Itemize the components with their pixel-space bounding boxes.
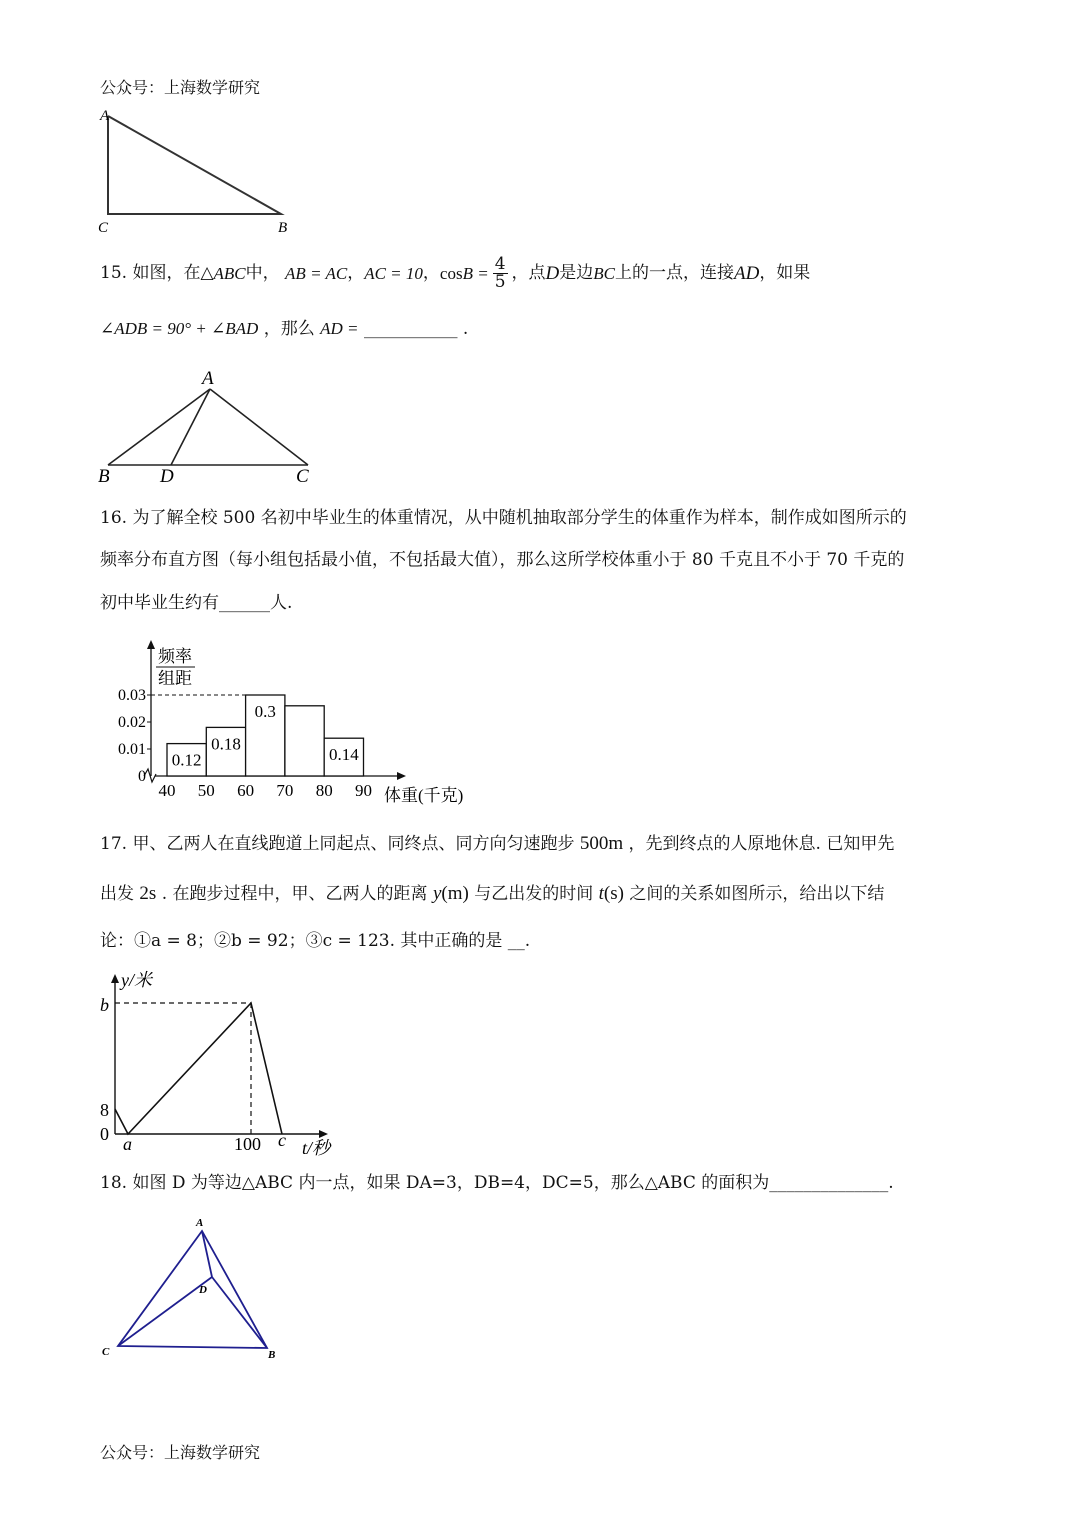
q17-line2-d: 与乙出发的时间 <box>474 884 594 904</box>
q15-intro: 如图，在△ <box>132 262 214 283</box>
question-16-line2: 频率分布直方图（每小组包括最小值，不包括最大值），那么这所学校体重小于 80 千克且不小于 70 千克的 <box>100 550 905 570</box>
question-16-line1: 16. 为了解全校 500 名初中毕业生的体重情况，从中随机抽取部分学生的体重作为样本，制作成如图所示的 <box>100 508 907 528</box>
histogram-bar <box>285 706 324 776</box>
y-label-bottom: 组距 <box>158 669 192 688</box>
label-a: a <box>123 1134 132 1154</box>
q15-fraction <box>493 253 508 292</box>
x-tick-label: 60 <box>237 781 255 800</box>
label-c: C <box>296 466 309 487</box>
x-axis-label: t/秒 <box>302 1138 331 1158</box>
q15-angle: ∠ADB = 90° + ∠BAD <box>100 319 259 338</box>
label-a: A <box>202 368 214 389</box>
x-tick-label: 90 <box>355 781 372 800</box>
q15-bc: BC <box>593 263 615 283</box>
label-d: D <box>160 466 174 487</box>
q17-line2-e: 之间的关系如图所示，给出以下结 <box>629 884 885 904</box>
q17-ym: (m) <box>441 883 469 904</box>
label-c: c <box>278 1130 286 1150</box>
y-axis-arrow <box>147 640 155 649</box>
bar-data-label: 0.3 <box>254 702 276 721</box>
q15-abc: ABC <box>213 263 246 283</box>
q15-sep1: ， <box>347 262 365 283</box>
q17-ts: (s) <box>603 883 624 904</box>
q15-cond1: AB = AC <box>285 263 348 283</box>
q15-mid: 中， <box>245 262 280 283</box>
label-a: A <box>196 1217 204 1229</box>
label-8: 8 <box>100 1100 109 1120</box>
x-axis-label: 体重(千克) <box>384 786 464 805</box>
q15-ask: AD = <box>320 319 359 338</box>
y-tick-label: 0 <box>138 768 146 785</box>
label-100: 100 <box>234 1134 261 1154</box>
y-axis-label: y/米 <box>121 970 152 990</box>
label-b: B <box>268 1349 276 1361</box>
figure-isosceles-triangle <box>96 364 326 488</box>
q17-time: 2s <box>139 883 157 904</box>
q17-t: t <box>598 883 604 904</box>
q15-cosb: B = <box>462 263 489 283</box>
y-tick-label: 0.01 <box>118 741 146 758</box>
figure-distance-time-graph <box>96 966 356 1162</box>
q15-sep2: ， <box>422 262 440 283</box>
label-0: 0 <box>100 1124 109 1144</box>
q17-line1-a: 17. 甲、乙两人在直线跑道上同起点、同终点、同方向匀速跑步 <box>100 834 575 854</box>
footer-text: 公众号：上海数学研究 <box>100 1443 261 1462</box>
q15-ifword: ，如果 <box>759 262 811 283</box>
question-16-line3: 初中毕业生约有______人. <box>100 593 293 613</box>
q15-blank: ___________ <box>363 319 458 339</box>
question-17-line3: 论：①a = 8；②b = 92；③c = 123. 其中正确的是 __. <box>100 931 531 951</box>
label-d: D <box>199 1284 207 1296</box>
bar-data-label: 0.14 <box>328 745 359 765</box>
label-c: C <box>98 220 109 236</box>
q15-point-text: 上的一点，连接 <box>614 262 734 283</box>
q17-line2-a: 出发 <box>100 884 134 904</box>
q15-number: 15. <box>100 262 128 283</box>
label-b: B <box>278 220 288 236</box>
q17-line2-c: . 在跑步过程中，甲、乙两人的距离 <box>161 884 428 904</box>
x-tick-label: 40 <box>158 781 176 800</box>
x-tick-label: 80 <box>315 781 333 800</box>
q15-then: ，那么 <box>263 319 315 339</box>
figure-right-triangle <box>96 104 300 238</box>
q15-frac-den: 5 <box>494 271 506 292</box>
histogram-chart <box>100 636 500 816</box>
y-tick-label: 0.02 <box>118 714 146 731</box>
bar-data-label: 0.12 <box>171 750 202 770</box>
question-17-line2 <box>100 884 884 903</box>
q15-d: D <box>545 262 560 284</box>
y-tick-label: 0.03 <box>118 687 146 704</box>
label-b: B <box>98 466 110 487</box>
bar-data-label: 0.18 <box>211 734 241 754</box>
header-text: 公众号：上海数学研究 <box>100 78 261 97</box>
q17-line1-c: ，先到终点的人原地休息. 已知甲先 <box>628 834 895 854</box>
q15-after-frac: ，点 <box>511 262 546 283</box>
label-a: A <box>100 108 110 124</box>
label-c: C <box>102 1346 110 1358</box>
q15-end: . <box>462 319 469 339</box>
label-b: b <box>100 995 109 1015</box>
q15-frac-num: 4 <box>494 253 506 274</box>
x-tick-label: 50 <box>197 781 215 800</box>
question-15-line1 <box>100 248 810 298</box>
q15-ad: AD <box>733 262 760 284</box>
q15-cond2: AC = 10 <box>364 263 423 283</box>
q17-y: y <box>432 883 442 904</box>
q15-on-edge: 是边 <box>559 262 594 283</box>
x-tick-label: 70 <box>276 781 294 800</box>
y-label-top: 频率 <box>158 647 192 666</box>
question-17-line1 <box>100 834 894 853</box>
figure-equilateral-triangle <box>96 1212 296 1372</box>
x-axis-arrow <box>397 772 406 780</box>
q17-distance: 500m <box>579 833 624 854</box>
question-18: 18. 如图 D 为等边△ABC 内一点，如果 DA=3，DB=4，DC=5，那么△ABC 的面积为______________. <box>100 1173 894 1193</box>
question-15-line2 <box>100 320 468 338</box>
q15-cos: cos <box>439 263 463 283</box>
